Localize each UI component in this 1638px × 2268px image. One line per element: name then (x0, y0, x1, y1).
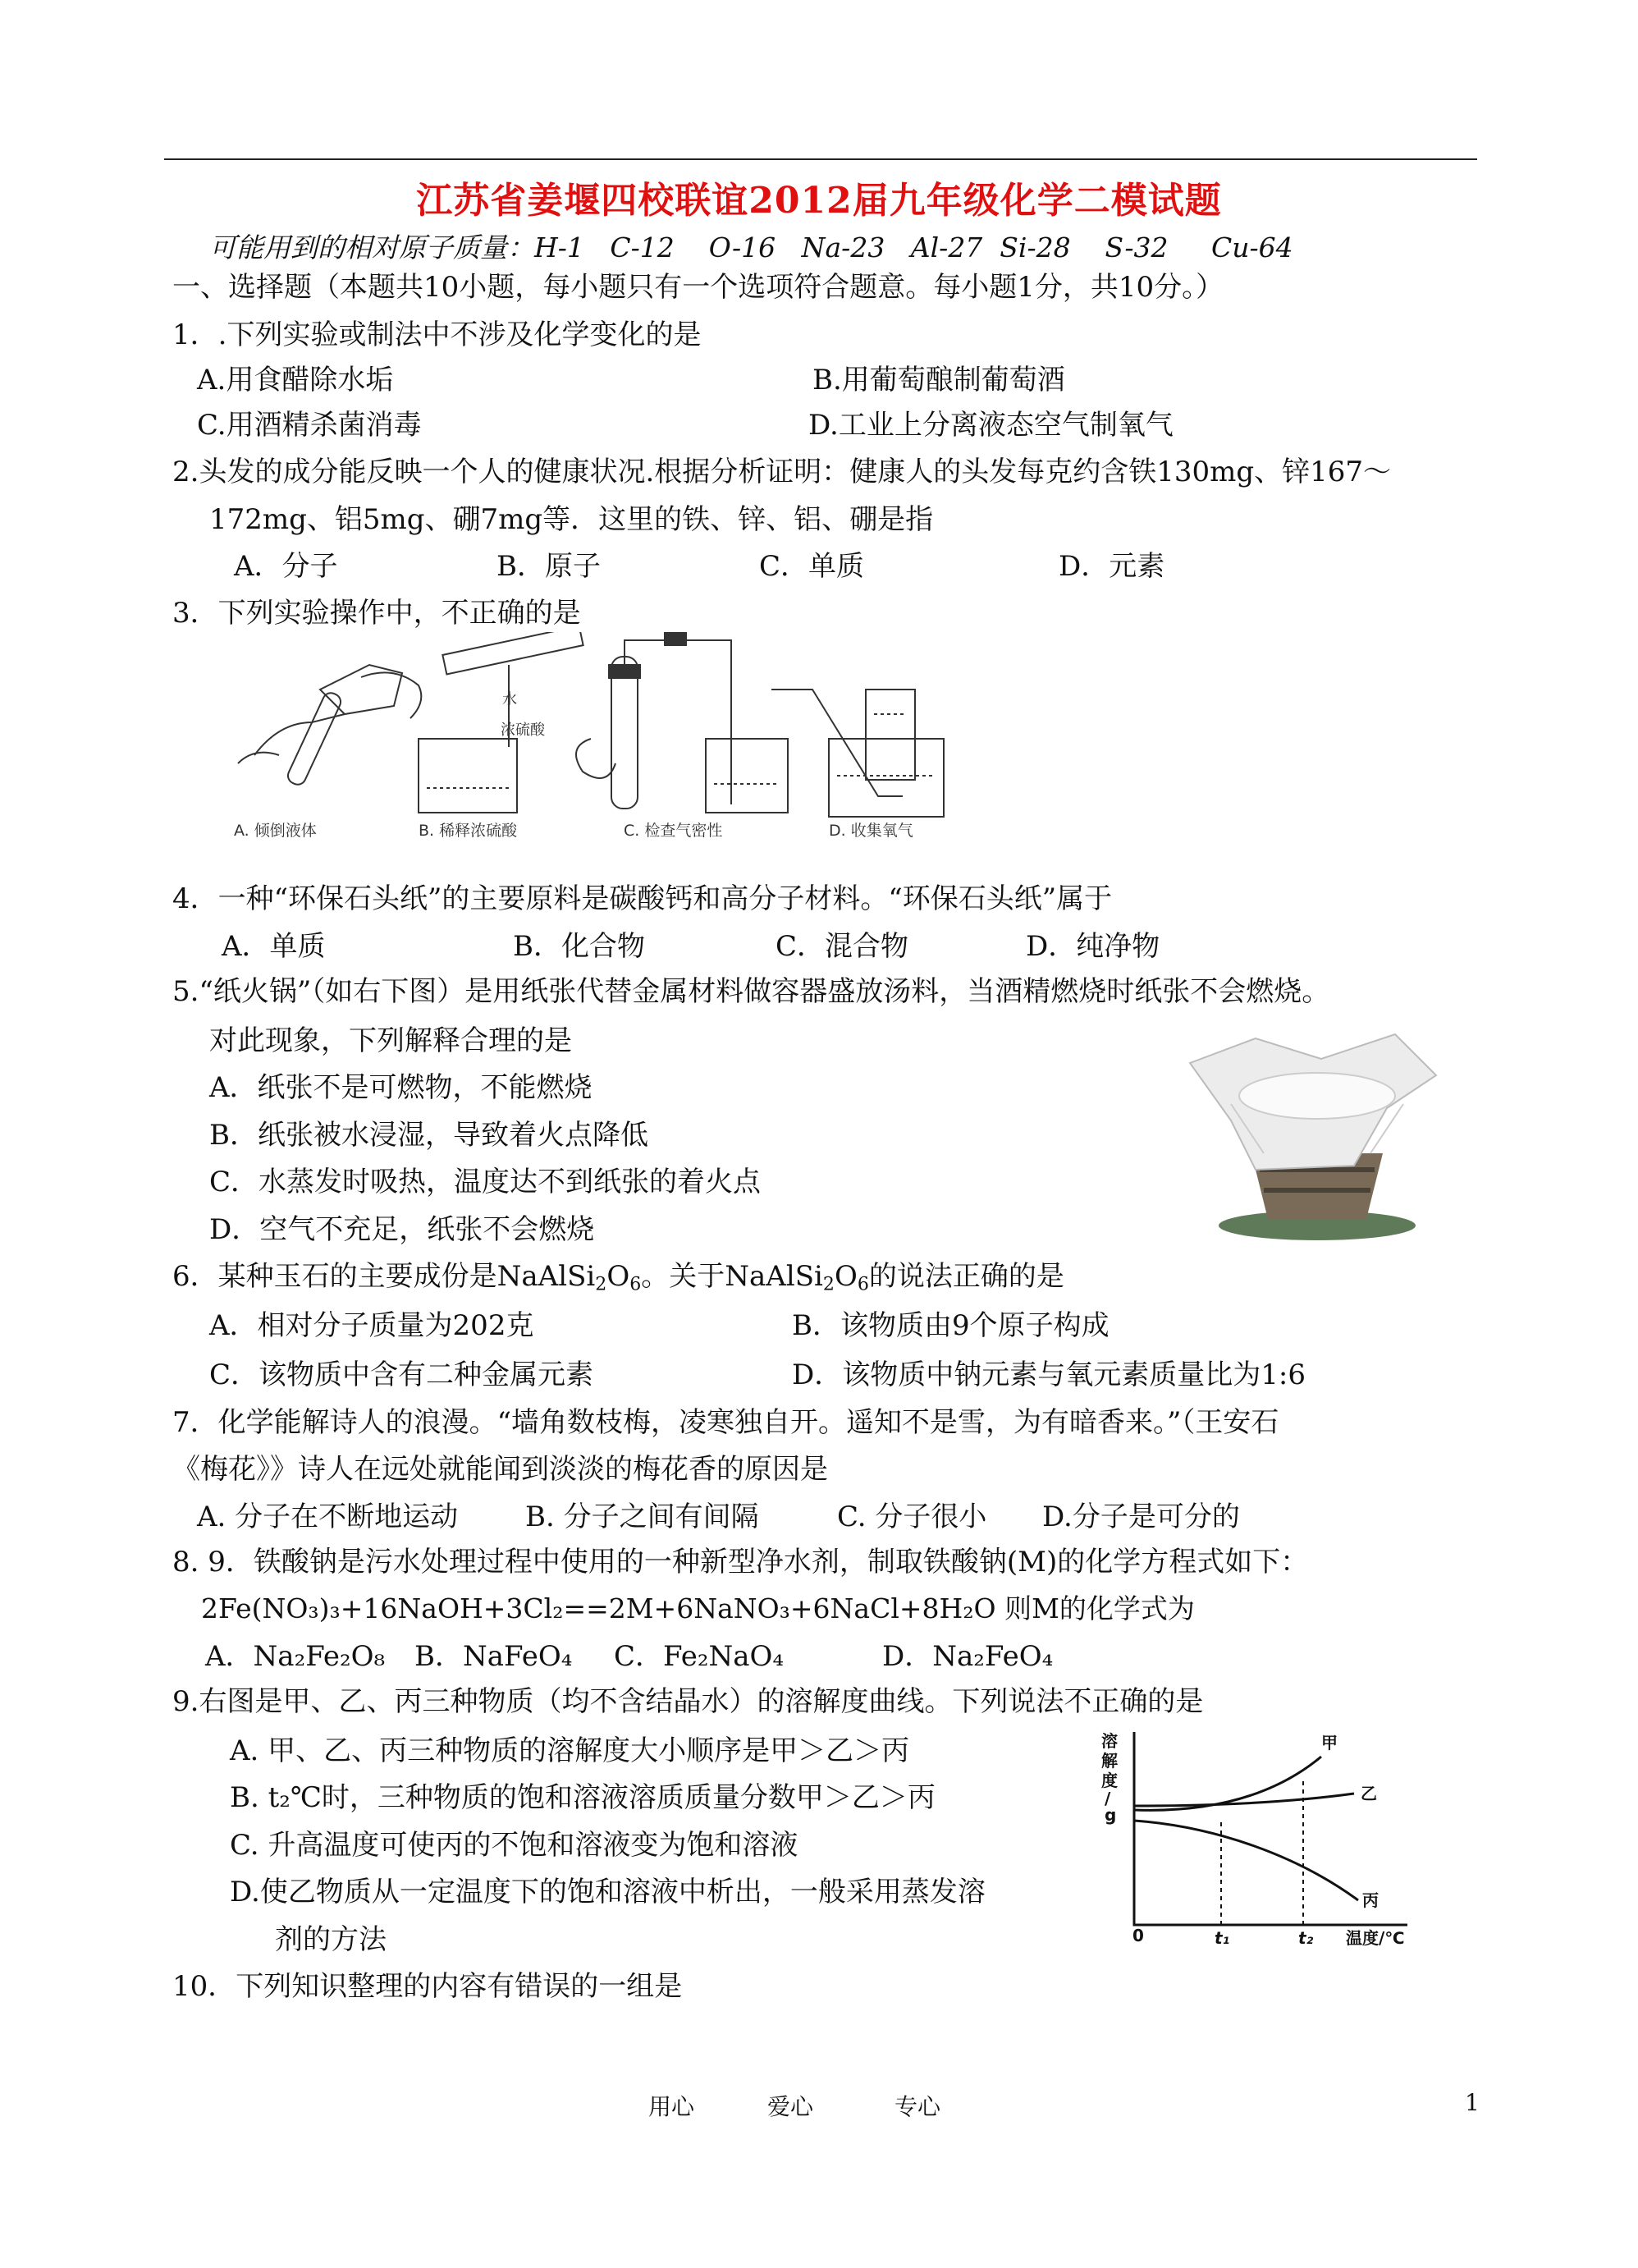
footer-text-b: 爱心 (767, 2093, 814, 2120)
q9-option-c: C. 升高温度可使丙的不饱和溶液变为饱和溶液 (230, 1829, 798, 1862)
q2-option-d: D．元素 (1059, 550, 1165, 583)
q2-option-b: B．原子 (496, 550, 601, 583)
q7-option-d: D.分子是可分的 (1042, 1501, 1240, 1533)
q1-option-c: C.用酒精杀菌消毒 (197, 409, 422, 442)
q9-option-d-line1: D.使乙物质从一定温度下的饱和溶液中析出，一般采用蒸发溶 (230, 1876, 986, 1908)
q5-stem-line1: 5.“纸火锅”（如右下图）是用纸张代替金属材料做容器盛放汤料，当酒精燃烧时纸张不会燃烧。 (172, 975, 1330, 1008)
q9-option-a: A. 甲、乙、丙三种物质的溶解度大小顺序是甲＞乙＞丙 (230, 1734, 910, 1767)
curve-yi (1134, 1794, 1354, 1806)
caption-b: B. 稀释浓硫酸 (419, 822, 518, 840)
q2-stem-line2: 172mg、铝5mg、硼7mg等．这里的铁、锌、铝、硼是指 (209, 503, 934, 536)
curve-label-yi: 乙 (1361, 1784, 1377, 1803)
t1-label: t₁ (1215, 1928, 1230, 1948)
q4-stem: 4．一种“环保石头纸”的主要原料是碳酸钙和高分子材料。“环保石头纸”属于 (172, 882, 1113, 915)
q8-stem: 8. 9．铁酸钠是污水处理过程中使用的一种新型净水剂，制取铁酸钠(M)的化学方程式如下： (172, 1546, 1309, 1578)
q8-option-c: C．Fe₂NaO₄ (614, 1640, 785, 1673)
q6-option-a: A．相对分子质量为202克 (209, 1309, 534, 1342)
caption-d: D. 收集氧气 (829, 822, 913, 840)
q6-option-b: B．该物质由9个原子构成 (792, 1309, 1110, 1342)
q6-stem: 6．某种玉石的主要成份是$NaAlSi_2O_6$。关于$NaAlSi_2O_6$的说法正确的是 (172, 1260, 1064, 1295)
q7-option-c: C. 分子很小 (837, 1501, 987, 1533)
q5-option-d: D．空气不充足，纸张不会燃烧 (209, 1213, 595, 1246)
q9-stem: 9.右图是甲、乙、丙三种物质（均不含结晶水）的溶解度曲线。下列说法不正确的是 (172, 1685, 1204, 1718)
q7-stem-line2: 《梅花》》诗人在远处就能闻到淡淡的梅花香的原因是 (172, 1453, 828, 1486)
atomic-masses: 可能用到的相对原子质量：H-1 C-12 O-16 Na-23 Al-27 Si-28 S-32 Cu-64 (209, 231, 1293, 263)
q8-option-b: B．NaFeO₄ (414, 1640, 573, 1673)
q1-option-b: B.用葡萄酿制葡萄酒 (812, 364, 1065, 396)
xlabel: 温度/℃ (1346, 1928, 1405, 1948)
q8-option-a: A．Na₂Fe₂O₈ (205, 1640, 386, 1673)
q10-stem: 10．下列知识整理的内容有错误的一组是 (172, 1970, 683, 2003)
paper-hotpot-photo (1182, 1030, 1444, 1248)
page-title: 江苏省姜堰四校联谊2012届九年级化学二模试题 (416, 180, 1222, 222)
q9-option-d-line2: 剂的方法 (275, 1923, 387, 1956)
ylabel-char-4: / (1105, 1789, 1111, 1808)
ylabel-char-5: g (1105, 1805, 1117, 1825)
q4-option-c: C．混合物 (776, 930, 909, 963)
page-number: 1 (1465, 2089, 1480, 2116)
q2-option-a: A．分子 (234, 550, 338, 583)
q1-stem: 1．.下列实验或制法中不涉及化学变化的是 (172, 318, 702, 351)
q6-option-c: C．该物质中含有二种金属元素 (209, 1359, 594, 1391)
q4-option-b: B．化合物 (513, 930, 645, 963)
q7-option-a: A. 分子在不断地运动 (197, 1501, 459, 1533)
section-heading: 一、选择题（本题共10小题，每小题只有一个选项符合题意。每小题1分，共10分。） (172, 271, 1224, 304)
q2-stem-line1: 2.头发的成分能反映一个人的健康状况.根据分析证明：健康人的头发每克约含铁130mg、锌167～ (172, 456, 1392, 488)
q1-option-a: A.用食醋除水垢 (197, 364, 394, 396)
t2-label: t₂ (1298, 1928, 1314, 1948)
curve-label-bing: 丙 (1362, 1890, 1379, 1910)
footer-text-c: 专心 (894, 2093, 941, 2120)
q7-stem-line1: 7．化学能解诗人的浪漫。“墙角数枝梅，凌寒独自开。遥知不是雪，为有暗香来。”（王安石 (172, 1406, 1279, 1439)
ylabel-char-3: 度 (1101, 1771, 1118, 1790)
q5-option-c: C．水蒸发时吸热，温度达不到纸张的着火点 (209, 1166, 762, 1198)
q5-stem-line2: 对此现象，下列解释合理的是 (209, 1024, 572, 1057)
q3-stem: 3．下列实验操作中，不正确的是 (172, 597, 581, 630)
q5-option-b: B．纸张被水浸湿，导致着火点降低 (209, 1119, 648, 1152)
caption-c: C. 检查气密性 (624, 822, 723, 840)
curve-label-jia: 甲 (1321, 1733, 1338, 1753)
label-concentrated-acid: 浓硫酸 (501, 722, 545, 739)
lab-operations-figure (230, 632, 968, 841)
q2-option-c: C．单质 (759, 550, 865, 583)
ylabel-char-2: 解 (1101, 1751, 1118, 1771)
label-water: 水 (502, 691, 517, 708)
curve-jia (1134, 1757, 1321, 1810)
ylabel-char-1: 溶 (1101, 1731, 1118, 1751)
q7-option-b: B. 分子之间有间隔 (525, 1501, 759, 1533)
q5-option-a: A．纸张不是可燃物，不能燃烧 (209, 1071, 593, 1104)
solubility-curve-figure (1083, 1724, 1428, 1962)
caption-a: A. 倾倒液体 (234, 822, 317, 840)
footer-text-a: 用心 (648, 2093, 695, 2120)
top-rule (164, 158, 1477, 160)
q4-option-d: D．纯净物 (1026, 930, 1160, 963)
q8-option-d: D．Na₂FeO₄ (882, 1640, 1054, 1673)
q1-option-d: D.工业上分离液态空气制氧气 (808, 409, 1174, 442)
q4-option-a: A．单质 (222, 930, 326, 963)
q8-equation: 2Fe(NO₃)₃+16NaOH+3Cl₂==2M+6NaNO₃+6NaCl+8H₂O 则M的化学式为 (201, 1592, 1195, 1624)
curve-bing (1134, 1821, 1358, 1900)
origin-label: 0 (1132, 1926, 1144, 1945)
q6-option-d: D．该物质中钠元素与氧元素质量比为1:6 (792, 1359, 1306, 1391)
q9-option-b: B. t₂℃时，三种物质的饱和溶液溶质质量分数甲＞乙＞丙 (230, 1781, 936, 1814)
